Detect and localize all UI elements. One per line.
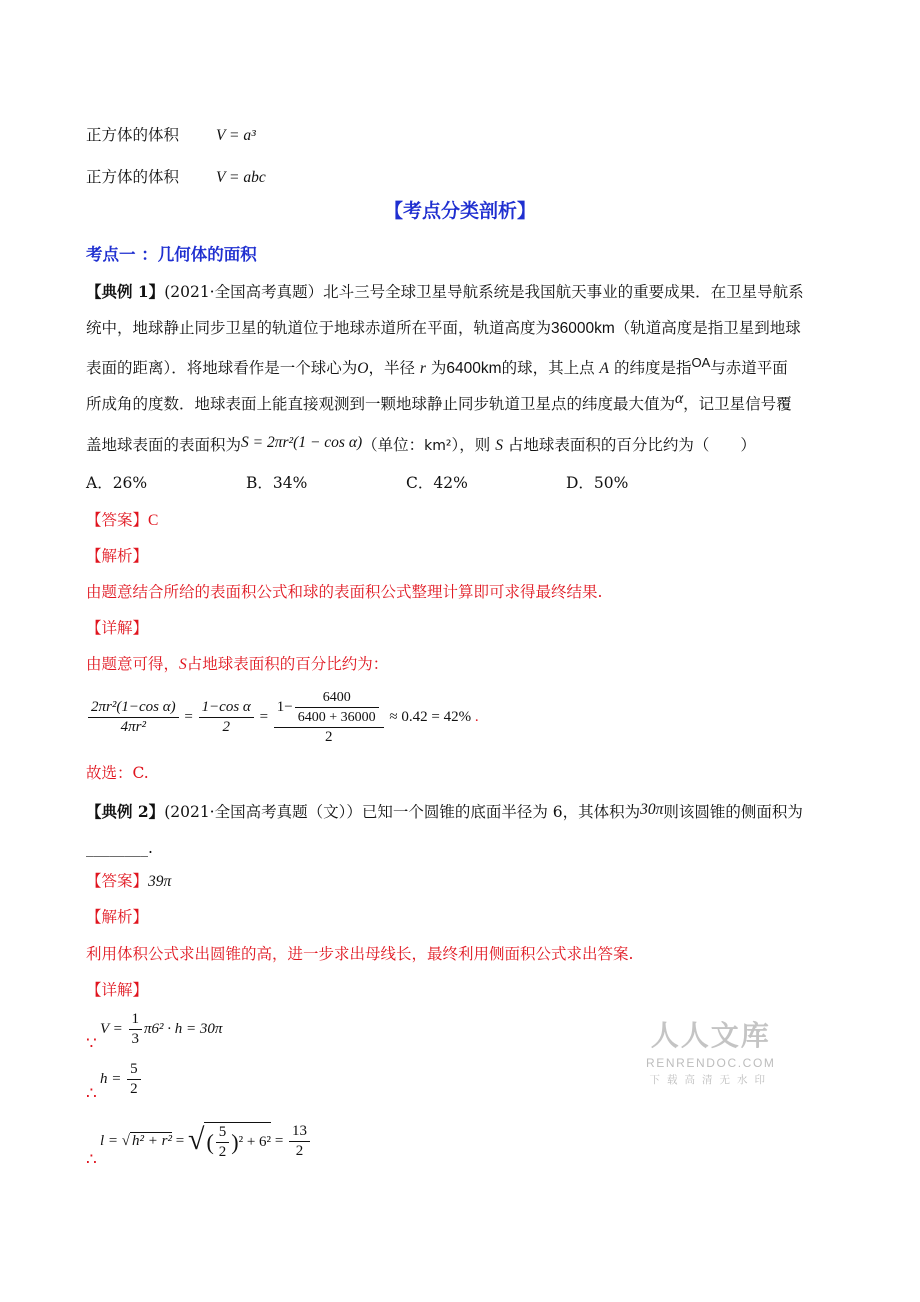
var-A: A bbox=[599, 360, 609, 378]
step-2 bbox=[100, 1060, 143, 1099]
watermark bbox=[646, 1014, 775, 1087]
var-OA: OA bbox=[691, 355, 711, 370]
ex1-text-5a: 盖地球表面的表面积为 bbox=[86, 436, 242, 454]
ex1-detail-b: 占地球表面积的百分比约为： bbox=[186, 655, 389, 673]
ex1-line3 bbox=[86, 352, 788, 380]
fraction-3-num bbox=[274, 688, 384, 728]
fraction-1-den: 4πr² bbox=[120, 719, 146, 735]
option-c: C．42% bbox=[406, 474, 468, 492]
var-O: O bbox=[357, 360, 369, 378]
step-3-eq-2: = bbox=[274, 1133, 284, 1149]
ex1-detail-a: 由题意可得， bbox=[86, 655, 180, 673]
step-2-lhs: h = bbox=[100, 1070, 122, 1087]
formula-dot: . bbox=[474, 708, 479, 725]
step-3-inner-fraction bbox=[216, 1123, 230, 1162]
fraction-1 bbox=[88, 698, 179, 737]
option-b: B．34% bbox=[246, 474, 308, 492]
step-3-inner-den: 2 bbox=[218, 1143, 227, 1160]
ex1-detail-tag: 【详解】 bbox=[86, 619, 149, 637]
step-3-fraction bbox=[289, 1122, 310, 1161]
step-3-num: 13 bbox=[289, 1122, 310, 1142]
ex1-text-2a: 统中，地球静止同步卫星的轨道位于地球赤道所在平面，轨道高度为 bbox=[86, 319, 552, 337]
cuboid-volume-formula: V = abc bbox=[215, 169, 266, 186]
ex2-answer-value: 39π bbox=[148, 873, 172, 890]
ex1-text-4b: ，记卫星信号覆 bbox=[683, 395, 792, 414]
ex1-text-2b: （轨道高度是指卫星到地球 bbox=[614, 319, 801, 337]
inner-den: 6400 + 36000 bbox=[297, 710, 376, 725]
step-3-inner-num: 5 bbox=[216, 1123, 230, 1143]
result: ≈ 0.42 = 42% bbox=[389, 708, 472, 725]
step-1-lhs: V = bbox=[100, 1020, 123, 1037]
cube-volume-label: 正方体的体积 bbox=[86, 126, 180, 144]
fraction-3-den: 2 bbox=[324, 729, 333, 745]
ex1-options bbox=[86, 472, 726, 494]
var-r: r bbox=[419, 360, 426, 378]
sqrt-sign-1: √ bbox=[121, 1133, 131, 1149]
step-3-radicand-2: ( $\frac{5}{2}$ )² + 6² bbox=[206, 1123, 272, 1160]
ex1-text-3b: ，半径 bbox=[368, 359, 415, 378]
option-a: A．26% bbox=[86, 474, 148, 492]
ex1-text-5c: ），则 bbox=[451, 436, 491, 454]
watermark-site: RENRENDOC.COM bbox=[646, 1056, 776, 1070]
ex1-text-5d: 占地球表面积的百分比约为（ ） bbox=[507, 436, 756, 454]
ex1-detail-S: S bbox=[179, 656, 187, 673]
var-alpha: α bbox=[675, 390, 684, 407]
step-1-fraction bbox=[129, 1010, 143, 1049]
ex1-analysis-tag: 【解析】 bbox=[86, 547, 149, 565]
step-3-radicand-tail: ² + 6² bbox=[238, 1133, 272, 1150]
ex2-analysis-text: 利用体积公式求出圆锥的高，进一步求出母线长，最终利用侧面积公式求出答案. bbox=[86, 945, 634, 963]
ex1-line4 bbox=[86, 388, 792, 415]
ex1-detail-text bbox=[86, 653, 388, 676]
step-1-den: 3 bbox=[131, 1031, 140, 1047]
ex2-tag: 【典例 2】 bbox=[86, 802, 165, 821]
unit-km2: km² bbox=[424, 438, 452, 454]
step-1 bbox=[100, 1010, 222, 1049]
fraction-3 bbox=[274, 688, 384, 747]
cuboid-volume-line bbox=[86, 166, 266, 189]
cone-volume: 30π bbox=[640, 801, 664, 818]
ex2-detail-tag: 【详解】 bbox=[86, 981, 149, 999]
step-3-eq-1: = bbox=[175, 1133, 185, 1149]
ex1-text-3e: 的纬度是指 bbox=[613, 359, 692, 378]
therefore-symbol-2: ∴ bbox=[86, 1150, 97, 1170]
ex1-percentage-formula bbox=[86, 688, 479, 747]
sqrt-sign-2: √ bbox=[187, 1123, 205, 1156]
eq-1: = bbox=[184, 708, 193, 725]
cuboid-volume-label: 正方体的体积 bbox=[86, 168, 180, 186]
ex1-answer bbox=[86, 509, 158, 532]
step-2-fraction bbox=[127, 1060, 141, 1099]
inner-fraction bbox=[295, 688, 379, 727]
because-symbol-1: ∵ bbox=[86, 1034, 97, 1054]
step-3-lhs: l = bbox=[100, 1133, 119, 1149]
watermark-tagline: 下载高清无水印 bbox=[649, 1074, 772, 1086]
ex1-conclusion: 故选：C. bbox=[86, 764, 149, 782]
ex2-blank: ________. bbox=[86, 839, 153, 857]
step-2-num: 5 bbox=[127, 1060, 141, 1080]
fraction-2-den: 2 bbox=[222, 719, 230, 735]
earth-radius: 6400km bbox=[446, 360, 502, 378]
fraction-1-num: 2πr²(1−cos α) bbox=[88, 698, 179, 718]
cube-volume-line bbox=[86, 124, 256, 147]
ex2-analysis-tag: 【解析】 bbox=[86, 908, 149, 926]
ex1-tag: 【典例 1】 bbox=[86, 282, 165, 301]
ex1-line2 bbox=[86, 317, 801, 340]
step-3-den: 2 bbox=[295, 1143, 304, 1160]
ex1-text-3f: 与赤道平面 bbox=[710, 359, 788, 378]
eq-2: = bbox=[259, 708, 269, 725]
step-3-radicand-1: h² + r² bbox=[132, 1133, 172, 1149]
ex2-text-a: (2021·全国高考真题（文））已知一个圆锥的底面半径为 6，其体积为 bbox=[164, 803, 641, 821]
ex1-answer-value: C bbox=[148, 512, 159, 529]
inner-num: 6400 bbox=[295, 688, 379, 708]
step-1-num: 1 bbox=[129, 1010, 143, 1030]
ex1-text-1: (2021·全国高考真题）北斗三号全球卫星导航系统是我国航天事业的重要成果．在卫星导航系 bbox=[164, 283, 804, 301]
ex1-line5 bbox=[86, 432, 756, 457]
ex1-text-3c: 为 bbox=[430, 359, 447, 378]
fraction-2-num: 1−cos α bbox=[199, 698, 254, 718]
step-1-rhs: π6² · h = 30π bbox=[144, 1020, 223, 1037]
fraction-2 bbox=[199, 698, 254, 737]
watermark-title: 人人文库 bbox=[650, 1019, 771, 1052]
coverage-formula: S = 2πr²(1 − cos α) bbox=[241, 434, 363, 451]
ex2-text-b: 则该圆锥的侧面积为 bbox=[663, 803, 803, 821]
var-S: S bbox=[495, 437, 503, 454]
ex1-answer-tag: 【答案】 bbox=[86, 511, 149, 529]
ex2-answer bbox=[86, 870, 171, 893]
cube-volume-formula: V = a³ bbox=[215, 127, 256, 144]
ex1-text-3a: 表面的距离）．将地球看作是一个球心为 bbox=[86, 359, 358, 378]
orbit-height: 36000km bbox=[551, 320, 615, 337]
ex2-line1 bbox=[86, 799, 803, 823]
ex1-line1 bbox=[86, 281, 804, 303]
ex2-answer-tag: 【答案】 bbox=[86, 872, 149, 890]
kaodian-heading: 考点一 ：几何体的面积 bbox=[86, 245, 257, 264]
ex1-text-5b: （单位： bbox=[362, 436, 425, 454]
option-d: D．50% bbox=[566, 474, 629, 492]
ex1-text-3d: 的球，其上点 bbox=[501, 359, 595, 378]
ex1-text-4a: 所成角的度数．地球表面上能直接观测到一颗地球静止同步轨道卫星点的纬度最大值为 bbox=[86, 395, 676, 414]
ex1-analysis-text: 由题意结合所给的表面积公式和球的表面积公式整理计算即可求得最终结果. bbox=[86, 583, 603, 601]
step-3 bbox=[100, 1118, 312, 1163]
section-title: 【考点分类剖析】 bbox=[383, 200, 536, 222]
fraction-3-one: 1− bbox=[276, 698, 293, 715]
therefore-symbol-1: ∴ bbox=[86, 1084, 97, 1104]
step-2-den: 2 bbox=[130, 1081, 138, 1097]
